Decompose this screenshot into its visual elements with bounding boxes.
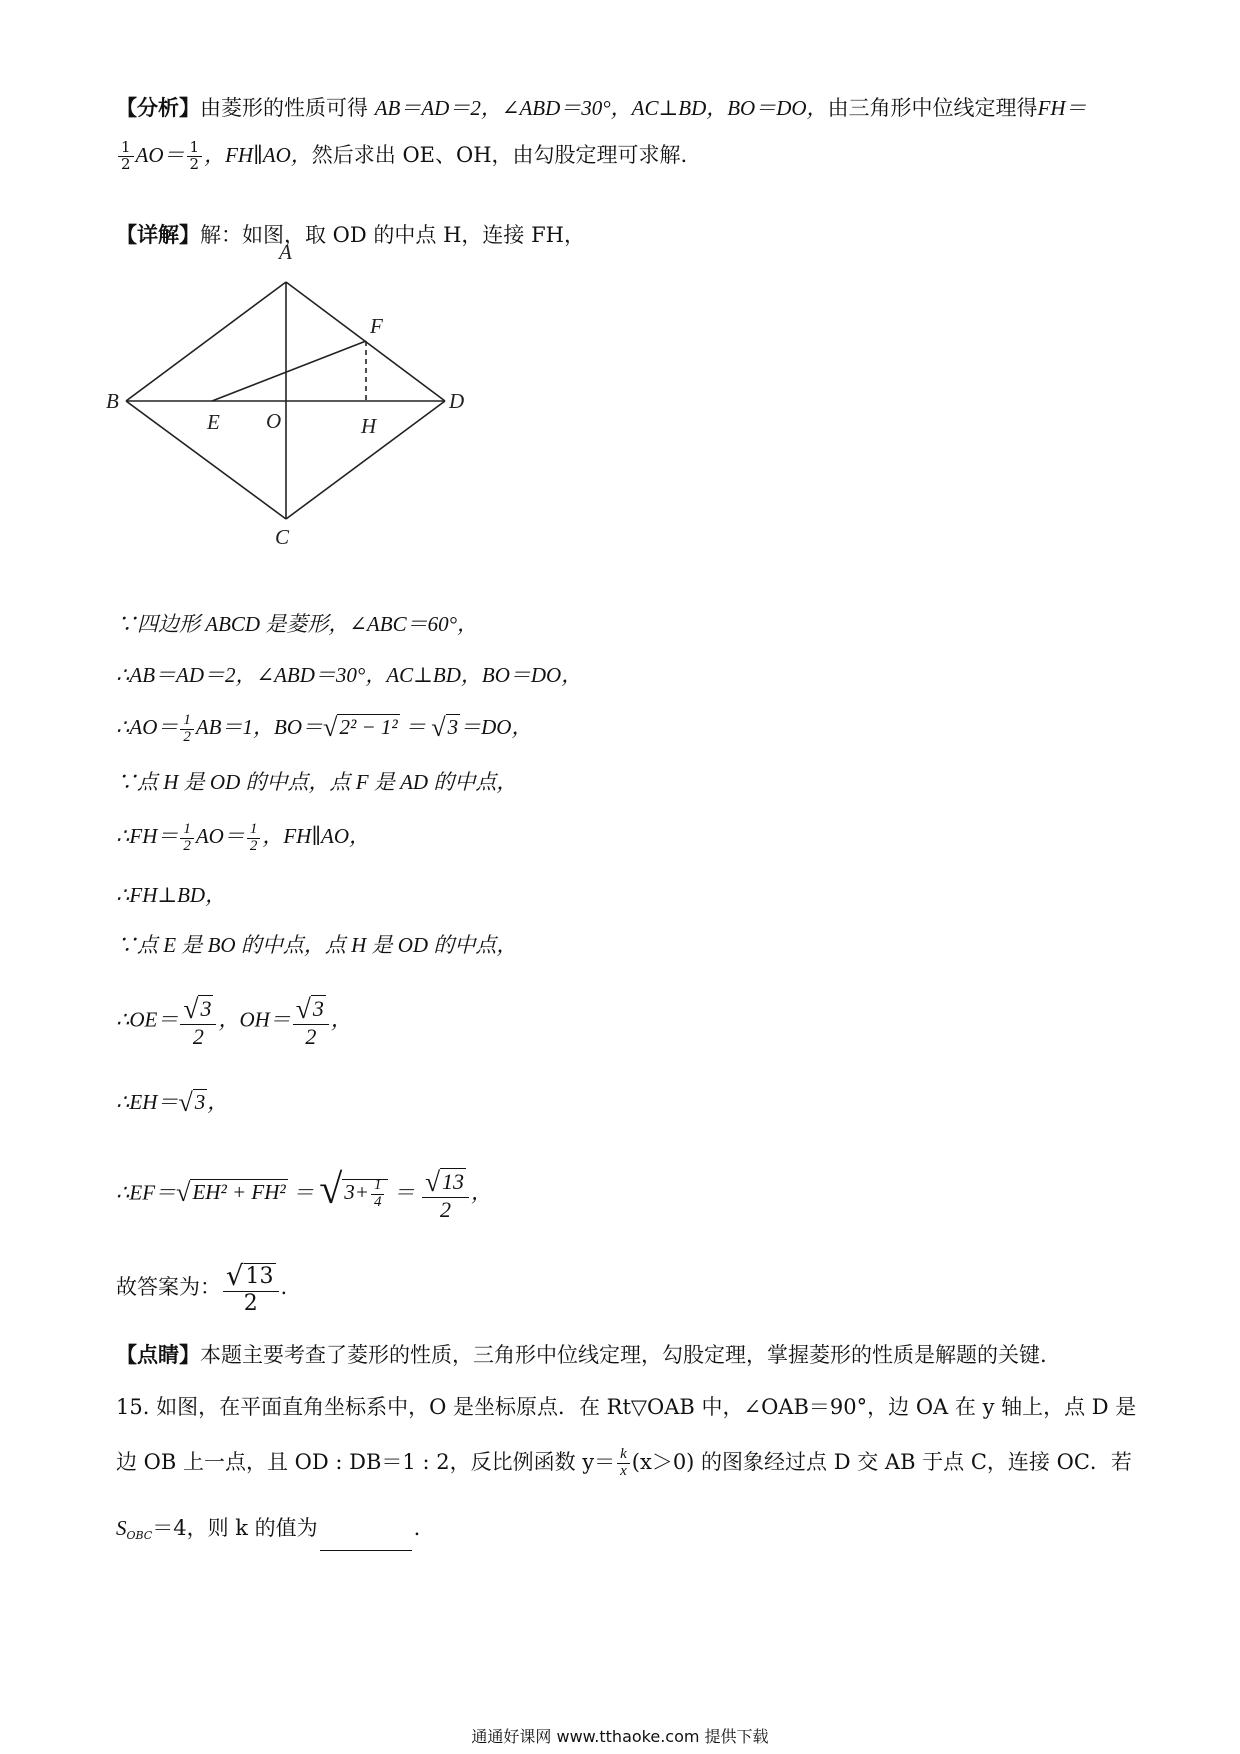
sqrt-expression: √2² − 1² [323,713,398,743]
step-9 [116,1087,228,1118]
fraction-half [180,713,194,746]
answer-blank[interactable] [320,1550,412,1551]
analysis-angle: ∠ABD＝30°，AC⊥BD，BO＝DO， [501,96,828,120]
problem-15-part-a: 边 OB 上一点，且 OD : DB＝1 : 2，反比例函数 y＝ [116,1450,616,1474]
step-10-equals: ＝ [287,1180,320,1205]
answer-line [116,1262,287,1315]
step-10-equals-2: ＝ [388,1180,420,1205]
segment-ef [212,341,366,401]
label-h: H [361,414,377,438]
fraction-denominator: 2 [192,1023,204,1049]
analysis-text-1: 由菱形的性质可得 [200,96,368,120]
sqrt-radicand: 3 [194,1090,206,1114]
sqrt-radicand: 3+ [344,1180,369,1205]
fraction-numerator: 1 [180,822,194,839]
detail-line [116,220,585,250]
step-7: ∵点 E 是 BO 的中点，点 H 是 OD 的中点， [116,933,518,957]
step-8 [116,995,352,1048]
comment-line [116,1340,1047,1370]
fraction-numerator: 1 [118,140,134,157]
step-2: ∴AB＝AD＝2，∠ABD＝30°，AC⊥BD，BO＝DO， [116,663,583,687]
step-3-part-d: ＝DO， [460,715,533,739]
fraction-denominator: 2 [121,155,131,173]
fraction-denominator: x [620,1463,627,1479]
step-8-part-b: ，OH＝ [218,1007,291,1032]
step-1: ∵四边形 ABCD 是菱形，∠ABC＝60°， [116,612,478,636]
sqrt-three: √3 [178,1088,206,1118]
fraction-denominator: 2 [249,837,258,854]
fraction-k-over-x [617,1447,630,1480]
sqrt-radicand: 3 [312,995,324,1021]
fraction-sqrt13-over-2: $\frac{√13}{2}$ [422,1168,469,1221]
answer-label: 故答案为： [116,1274,221,1299]
rhombus-figure [106,240,532,549]
sqrt-radicand: 13 [245,1263,274,1289]
step-10 [116,1168,492,1221]
detail-text: 解：如图，取 OD 的中点 H，连接 FH， [200,223,585,247]
sqrt-three: √3 [431,713,459,743]
fraction-denominator: 2 [189,155,200,173]
step-5-part-a: ∴FH＝ [116,824,179,848]
label-f: F [370,314,383,338]
problem-15-line-2 [116,1447,1132,1480]
fraction-numerator: k [617,1447,630,1464]
step-4: ∵点 H 是 OD 的中点，点 F 是 AD 的中点， [116,770,518,794]
problem-15-part-b: (x＞0) 的图象经过点 D 交 AB 于点 C，连接 OC．若 [631,1450,1132,1474]
step-9-part-b: ， [207,1090,229,1114]
area-subscript: OBC [126,1529,153,1542]
fraction-half-2 [187,140,203,173]
step-10-part-d: ， [471,1180,493,1205]
step-5 [116,821,370,854]
fraction-numerator: 1 [247,822,261,839]
step-10-part-a: ∴EF＝ [116,1180,177,1205]
analysis-line-1 [116,93,1087,123]
sqrt-eh-fh: √EH² + FH² [176,1178,286,1208]
step-3-equals: ＝ [399,715,432,739]
label-a: A [279,240,292,264]
analysis-ao-eq: AO＝ [135,143,185,167]
sqrt-radicand: 3 [447,715,459,739]
problem-15-line-1: 15. 如图，在平面直角坐标系中，O 是坐标原点．在 Rt▽OAB 中，∠OAB＝90°，边 OA 在 y 轴上，点 D 是 [116,1395,1137,1419]
fraction-numerator: 1 [371,1178,385,1195]
answer-fraction: $\frac{√13}{2}$ [223,1262,279,1315]
step-8-part-c: ， [330,1007,352,1032]
problem-15-line-3 [116,1513,420,1551]
fraction-half [118,140,134,173]
label-d: D [449,389,465,413]
fraction-quarter [371,1178,385,1211]
area-symbol: S [116,1516,127,1540]
fraction-denominator: 2 [439,1196,451,1222]
analysis-fh-eq: FH＝ [1037,96,1087,120]
step-3-part-a: ∴AO＝ [116,715,179,739]
fraction-half [180,822,194,855]
footer: 通通好课网 www.tthaoke.com 提供下载 [471,1727,769,1746]
fraction-denominator: 2 [243,1290,258,1316]
fraction-denominator: 2 [183,837,191,854]
label-o: O [266,409,282,433]
sqrt-radicand: 13 [442,1168,465,1194]
analysis-label: 【分析】 [116,95,200,120]
step-5-part-c: ，FH∥AO， [262,824,371,848]
step-5-part-b: AO＝ [195,824,245,848]
comment-label: 【点睛】 [116,1342,200,1367]
comment-text: 本题主要考查了菱形的性质，三角形中位线定理，勾股定理，掌握菱形的性质是解题的关键. [200,1343,1047,1367]
analysis-text-3: 然后求出 OE、OH，由勾股定理可求解. [311,143,688,167]
step-9-part-a: ∴EH＝ [116,1090,179,1114]
segment-cb [126,401,286,519]
fraction-sqrt3-over-2: $\frac{√3}{2}$ [180,995,216,1048]
fraction-half-2 [247,822,261,855]
fraction-denominator: 2 [183,728,191,745]
label-c: C [275,525,290,549]
sqrt-radicand: EH² + FH² [192,1180,286,1205]
fraction-numerator: 1 [180,713,194,730]
analysis-line-2 [116,140,687,173]
step-8-part-a: ∴OE＝ [116,1007,179,1032]
analysis-fh-parallel: ，FH∥AO， [204,143,312,167]
step-3-part-b: AB＝1，BO＝ [195,715,324,739]
problem-15-period: . [413,1516,421,1540]
label-e: E [207,410,220,434]
detail-label: 【详解】 [116,222,200,247]
label-b: B [106,389,119,413]
problem-15-part-c: ＝4，则 k 的值为 [152,1516,318,1540]
step-6: ∴FH⊥BD， [116,883,227,907]
analysis-text-2: 由三角形中位线定理得 [827,96,1038,120]
sqrt-radicand: 3 [200,995,212,1021]
segment-ab [126,282,286,401]
step-3 [116,712,532,745]
answer-period: . [280,1274,288,1299]
fraction-denominator: 2 [305,1023,317,1049]
fraction-denominator: 4 [373,1193,382,1210]
fraction-numerator: 1 [187,140,203,157]
sqrt-three-plus-quarter: √3+ $\frac{1}{4}$ [319,1175,388,1211]
fraction-sqrt3-over-2-b: $\frac{√3}{2}$ [293,995,329,1048]
analysis-ab-ad: AB＝AD＝2， [374,96,502,120]
sqrt-radicand: 2² − 1² [339,715,398,739]
